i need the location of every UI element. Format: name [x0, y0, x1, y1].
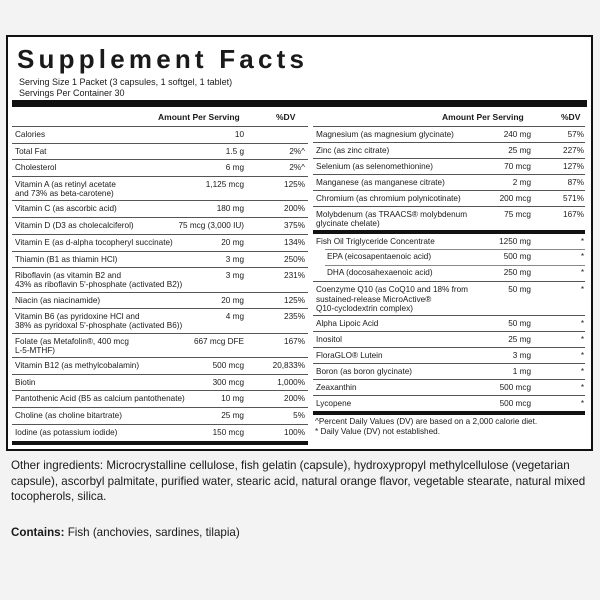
- nutrient-name: Zinc (as zinc citrate): [316, 146, 390, 155]
- nutrient-dv: 375%: [284, 221, 305, 231]
- nutrient-dv: *: [580, 237, 584, 247]
- nutrient-dv: 57%: [567, 130, 584, 139]
- nutrient-row: [313, 363, 585, 379]
- nutrient-dv: 235%: [284, 312, 305, 322]
- servings-per-container: Servings Per Container 30: [19, 88, 125, 98]
- nutrient-row: [12, 308, 308, 332]
- nutrient-amount: 25 mg: [508, 334, 531, 344]
- nutrient-row: [12, 159, 308, 176]
- nutrient-name: Molybdenum (as TRAACS® molybdenum glycinate chelate): [316, 210, 468, 229]
- nutrient-dv: 125%: [284, 295, 305, 305]
- nutrient-dv: *: [580, 252, 584, 262]
- contains-value: Fish (anchovies, sardines, tilapia): [64, 526, 240, 539]
- footnote-dv-not-established: * Daily Value (DV) not established.: [315, 426, 440, 436]
- nutrient-name: Thiamin (B1 as thiamin HCl): [15, 254, 118, 264]
- contains-allergens: [11, 526, 240, 539]
- nutrient-dv: *: [580, 285, 584, 295]
- nutrient-row: [12, 234, 308, 251]
- nutrient-row: [313, 206, 585, 230]
- nutrient-row: [12, 374, 308, 391]
- serving-size: Serving Size 1 Packet (3 capsules, 1 softgel, 1 tablet): [19, 77, 233, 87]
- nutrient-name: Choline (as choline bitartrate): [15, 411, 122, 421]
- nutrient-row: [12, 292, 308, 309]
- right-column-header: [313, 106, 585, 126]
- nutrient-row: [313, 249, 585, 265]
- nutrient-dv: 200%: [284, 204, 305, 214]
- nutrient-dv: *: [580, 334, 584, 344]
- nutrient-row: [313, 142, 585, 158]
- nutrient-row: [313, 174, 585, 190]
- nutrient-name: Vitamin C (as ascorbic acid): [15, 204, 117, 214]
- nutrient-dv: 167%: [284, 336, 305, 346]
- nutrient-name: Vitamin D (D3 as cholecalciferol): [15, 221, 134, 231]
- nutrient-amount: 3 mg: [225, 254, 244, 264]
- nutrient-amount: 250 mg: [503, 268, 531, 278]
- nutrient-dv: 231%: [284, 271, 305, 281]
- nutrient-amount: 10 mg: [221, 394, 244, 404]
- left-column: [12, 106, 308, 445]
- nutrient-amount: 500 mcg: [499, 398, 531, 408]
- nutrient-amount: 20 mg: [221, 295, 244, 305]
- nutrient-amount: 200 mcg: [499, 194, 531, 203]
- nutrient-row: [313, 347, 585, 363]
- nutrient-dv: 200%: [284, 394, 305, 404]
- nutrient-amount: 3 mg: [512, 350, 531, 360]
- nutrient-name: Calories: [15, 130, 46, 139]
- nutrient-row: [12, 407, 308, 424]
- nutrient-amount: 1,125 mcg: [205, 180, 244, 190]
- nutrient-name: Selenium (as selenomethionine): [316, 162, 433, 171]
- nutrient-dv: *: [580, 398, 584, 408]
- nutrient-row: [12, 217, 308, 234]
- nutrient-amount: 667 mcg DFE: [193, 336, 244, 346]
- nutrient-dv: *: [580, 366, 584, 376]
- nutrient-amount: 500 mcg: [212, 361, 244, 371]
- nutrient-row: [313, 265, 585, 281]
- nutrient-dv: 227%: [563, 146, 584, 155]
- nutrient-row: [12, 390, 308, 407]
- nutrient-name: Vitamin B12 (as methylcobalamin): [15, 361, 140, 371]
- nutrient-name: Total Fat: [15, 146, 47, 156]
- nutrient-amount: 70 mcg: [504, 162, 531, 171]
- nutrient-amount: 75 mcg (3,000 IU): [178, 221, 244, 231]
- nutrient-name: Fish Oil Triglyceride Concentrate: [316, 237, 435, 247]
- nutrient-name: Chromium (as chromium polynicotinate): [316, 194, 461, 203]
- nutrient-row: [12, 267, 308, 291]
- nutrient-name: Inositol: [316, 334, 342, 344]
- nutrient-dv: 250%: [284, 254, 305, 264]
- nutrient-name: Cholesterol: [15, 163, 57, 173]
- nutrient-row: [313, 331, 585, 347]
- nutrient-amount: 50 mg: [508, 285, 531, 295]
- nutrient-dv: 1,000%: [277, 377, 305, 387]
- left-column-header: [12, 106, 308, 126]
- serving-info: [19, 77, 232, 99]
- nutrient-amount: 240 mg: [503, 130, 531, 139]
- nutrient-amount: 500 mg: [503, 252, 531, 262]
- nutrient-dv: *: [580, 382, 584, 392]
- nutrient-amount: 150 mcg: [212, 427, 244, 437]
- nutrient-name: Vitamin E (as d-alpha tocopheryl succinate): [15, 237, 173, 247]
- nutrient-name: FloraGLO® Lutein: [316, 350, 383, 360]
- dv-header: %DV: [276, 112, 296, 122]
- nutrient-row: [12, 126, 308, 143]
- nutrient-name: Zeaxanthin: [316, 382, 357, 392]
- nutrient-amount: 10: [234, 130, 244, 139]
- nutrient-dv: *: [580, 268, 584, 278]
- nutrient-amount: 25 mg: [221, 411, 244, 421]
- nutrient-row: [313, 230, 585, 249]
- dv-header: %DV: [561, 112, 581, 122]
- nutrient-amount: 1 mg: [512, 366, 531, 376]
- nutrient-dv: 5%: [293, 411, 305, 421]
- nutrient-name: Lycopene: [316, 398, 352, 408]
- panel-title: Supplement Facts: [17, 44, 309, 74]
- nutrient-name: Vitamin B6 (as pyridoxine HCl and 38% as pyridoxal 5'-phosphate (activated B6)): [15, 312, 183, 331]
- footnotes: [315, 417, 537, 436]
- nutrient-amount: 1250 mg: [499, 237, 531, 247]
- contains-label: Contains:: [11, 526, 65, 539]
- nutrient-name: Riboflavin (as vitamin B2 and 43% as riboflavin 5'-phosphate (activated B2)): [15, 271, 183, 290]
- nutrient-name: Folate (as Metafolin®, 400 mcg L-5-MTHF): [15, 336, 129, 355]
- right-column: [313, 106, 585, 415]
- amount-header: Amount Per Serving: [442, 112, 524, 122]
- nutrient-name: Manganese (as manganese citrate): [316, 178, 445, 187]
- nutrient-dv: 134%: [284, 237, 305, 247]
- nutrient-dv: 100%: [284, 427, 305, 437]
- nutrient-name: Pantothenic Acid (B5 as calcium pantothenate): [15, 394, 185, 404]
- nutrient-row: [313, 281, 585, 315]
- nutrient-dv: 87%: [567, 178, 584, 187]
- nutrient-amount: 20 mg: [221, 237, 244, 247]
- nutrient-amount: 50 mg: [508, 318, 531, 328]
- nutrient-name: Niacin (as niacinamide): [15, 295, 101, 305]
- column-bottom-rule: [12, 441, 308, 445]
- nutrient-row: [313, 395, 585, 411]
- nutrient-amount: 300 mcg: [212, 377, 244, 387]
- other-ingredients: Other ingredients: Microcrystalline cellulose, fish gelatin (capsule), hydroxypropyl methylcellulose (vegetarian capsule), ascorbyl palmitate, purified water, stearic acid, natural orange flavor, vegetable stearate, natural mixed tocopherols, silica.: [11, 459, 586, 503]
- nutrient-row: [313, 315, 585, 331]
- nutrient-amount: 75 mcg: [504, 210, 531, 219]
- nutrient-dv: 127%: [563, 162, 584, 171]
- amount-header: Amount Per Serving: [158, 112, 240, 122]
- nutrient-dv: 571%: [563, 194, 584, 203]
- nutrient-row: [12, 143, 308, 160]
- nutrient-dv: 125%: [284, 180, 305, 190]
- nutrient-row: [12, 200, 308, 217]
- nutrient-amount: 25 mg: [508, 146, 531, 155]
- nutrient-row: [12, 357, 308, 374]
- nutrient-dv: *: [580, 350, 584, 360]
- footnote-dv-basis: ^Percent Daily Values (DV) are based on a 2,000 calorie diet.: [315, 417, 538, 426]
- nutrient-name: EPA (eicosapentaenoic acid): [327, 252, 432, 262]
- nutrient-dv: 2%^: [289, 163, 305, 173]
- nutrient-name: Iodine (as potassium iodide): [15, 427, 118, 437]
- nutrient-name: DHA (docosahexaenoic acid): [327, 268, 433, 278]
- nutrient-amount: 1.5 g: [225, 146, 244, 156]
- nutrient-amount: 4 mg: [225, 312, 244, 322]
- nutrient-dv: *: [580, 318, 584, 328]
- nutrient-name: Vitamin A (as retinyl acetate and 73% as beta-carotene): [15, 180, 116, 199]
- nutrient-amount: 500 mcg: [499, 382, 531, 392]
- nutrient-row: [313, 190, 585, 206]
- nutrient-row: [313, 379, 585, 395]
- nutrient-row: [12, 176, 308, 200]
- nutrient-name: Alpha Lipoic Acid: [316, 318, 379, 328]
- nutrient-row: [12, 251, 308, 268]
- supplement-facts-panel: [6, 35, 593, 451]
- nutrient-row: [12, 333, 308, 357]
- column-bottom-rule: [313, 411, 585, 415]
- nutrient-name: Biotin: [15, 377, 36, 387]
- nutrient-amount: 180 mg: [216, 204, 244, 214]
- nutrient-row: [313, 126, 585, 142]
- nutrient-amount: 6 mg: [225, 163, 244, 173]
- nutrient-name: Boron (as boron glycinate): [316, 366, 413, 376]
- nutrient-amount: 3 mg: [225, 271, 244, 281]
- nutrient-dv: 167%: [563, 210, 584, 219]
- nutrient-dv: 20,833%: [272, 361, 305, 371]
- nutrient-row: [12, 424, 308, 441]
- nutrient-amount: 2 mg: [512, 178, 531, 187]
- nutrient-row: [313, 158, 585, 174]
- nutrient-name: Coenzyme Q10 (as CoQ10 and 18% from sustained-release MicroActive® Q10-cyclodextrin complex): [316, 285, 468, 313]
- nutrient-dv: 2%^: [289, 146, 305, 156]
- nutrient-name: Magnesium (as magnesium glycinate): [316, 130, 454, 139]
